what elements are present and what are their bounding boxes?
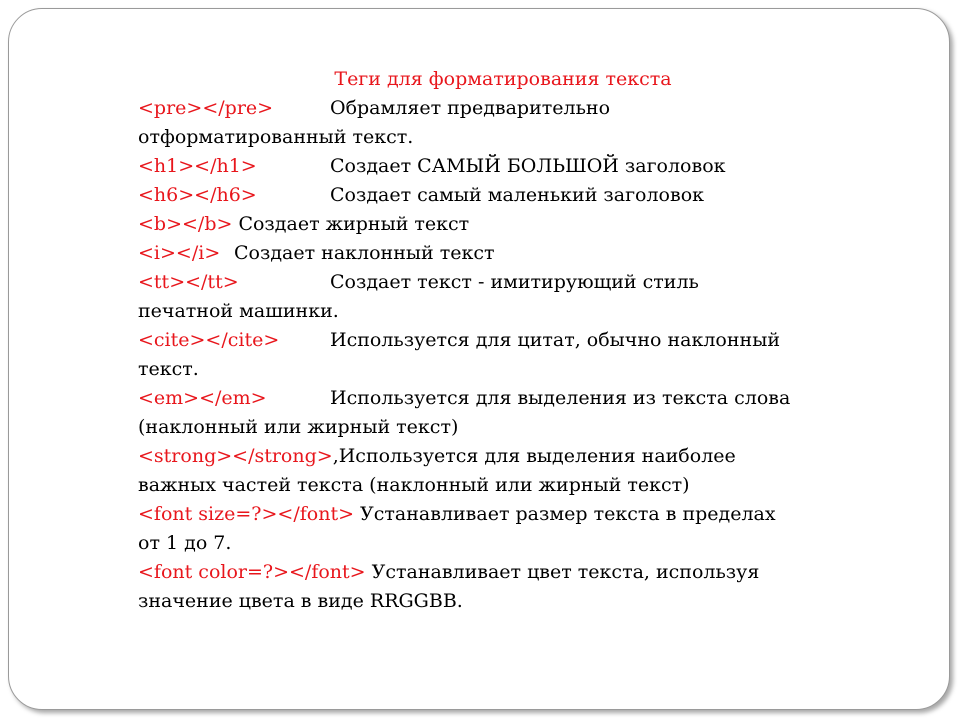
line-b (138, 210, 838, 239)
line-h1 (138, 152, 838, 181)
line-tt (138, 268, 838, 297)
desc-font-size-cont: от 1 до 7. (138, 532, 232, 554)
desc-pre: Обрамляет предварительно (330, 97, 611, 119)
desc-cite: Используется для цитат, обычно наклонный (330, 329, 780, 351)
desc-strong-cont: важных частей текста (наклонный или жирный текст) (138, 474, 690, 496)
line-cite (138, 326, 838, 355)
desc-h6: Создает самый маленький заголовок (330, 184, 705, 206)
tag-h6: <h6></h6> (138, 184, 257, 206)
line-font-size (138, 500, 838, 529)
tag-h1: <h1></h1> (138, 155, 257, 177)
line-pre (138, 94, 838, 123)
line-pre-cont (138, 123, 838, 152)
line-h6 (138, 181, 838, 210)
tag-i: <i></i> (138, 242, 221, 264)
desc-tt-cont: печатной машинки. (138, 300, 339, 322)
desc-h1: Создает САМЫЙ БОЛЬШОЙ заголовок (330, 155, 726, 177)
line-tt-cont (138, 297, 838, 326)
desc-strong: ,Используется для выделения наиболее (332, 445, 736, 467)
line-em (138, 384, 838, 413)
slide-title: Теги для форматирования текста (334, 68, 672, 90)
tag-tt: <tt></tt> (138, 271, 239, 293)
tag-pre: <pre></pre> (138, 97, 274, 119)
line-font-color (138, 558, 838, 587)
desc-i: Создает наклонный текст (234, 242, 495, 264)
line-font-color-cont (138, 587, 838, 616)
line-strong (138, 442, 838, 471)
line-cite-cont (138, 355, 838, 384)
desc-cite-cont: текст. (138, 358, 199, 380)
tag-strong: <strong></strong> (138, 445, 333, 467)
tag-font-color: <font color=?></font> (138, 561, 366, 583)
line-em-cont (138, 413, 838, 442)
desc-font-size: Устанавливает размер текста в пределах (354, 503, 776, 525)
desc-font-color: Устанавливает цвет текста, используя (365, 561, 760, 583)
desc-b: Создает жирный текст (238, 213, 470, 235)
line-font-size-cont (138, 529, 838, 558)
tag-font-size: <font size=?></font> (138, 503, 354, 525)
line-strong-cont (138, 471, 838, 500)
desc-pre-cont: отформатированный текст. (138, 126, 414, 148)
tag-em: <em></em> (138, 387, 267, 409)
desc-em-cont: (наклонный или жирный текст) (138, 416, 459, 438)
desc-em: Используется для выделения из текста слова (330, 387, 791, 409)
line-i (138, 239, 838, 268)
tag-b: <b></b> (138, 213, 233, 235)
desc-tt: Создает текст - имитирующий стиль (330, 271, 699, 293)
desc-font-color-cont: значение цвета в виде RRGGBB. (138, 590, 463, 612)
slide-content (138, 65, 838, 616)
tag-cite: <cite></cite> (138, 329, 280, 351)
